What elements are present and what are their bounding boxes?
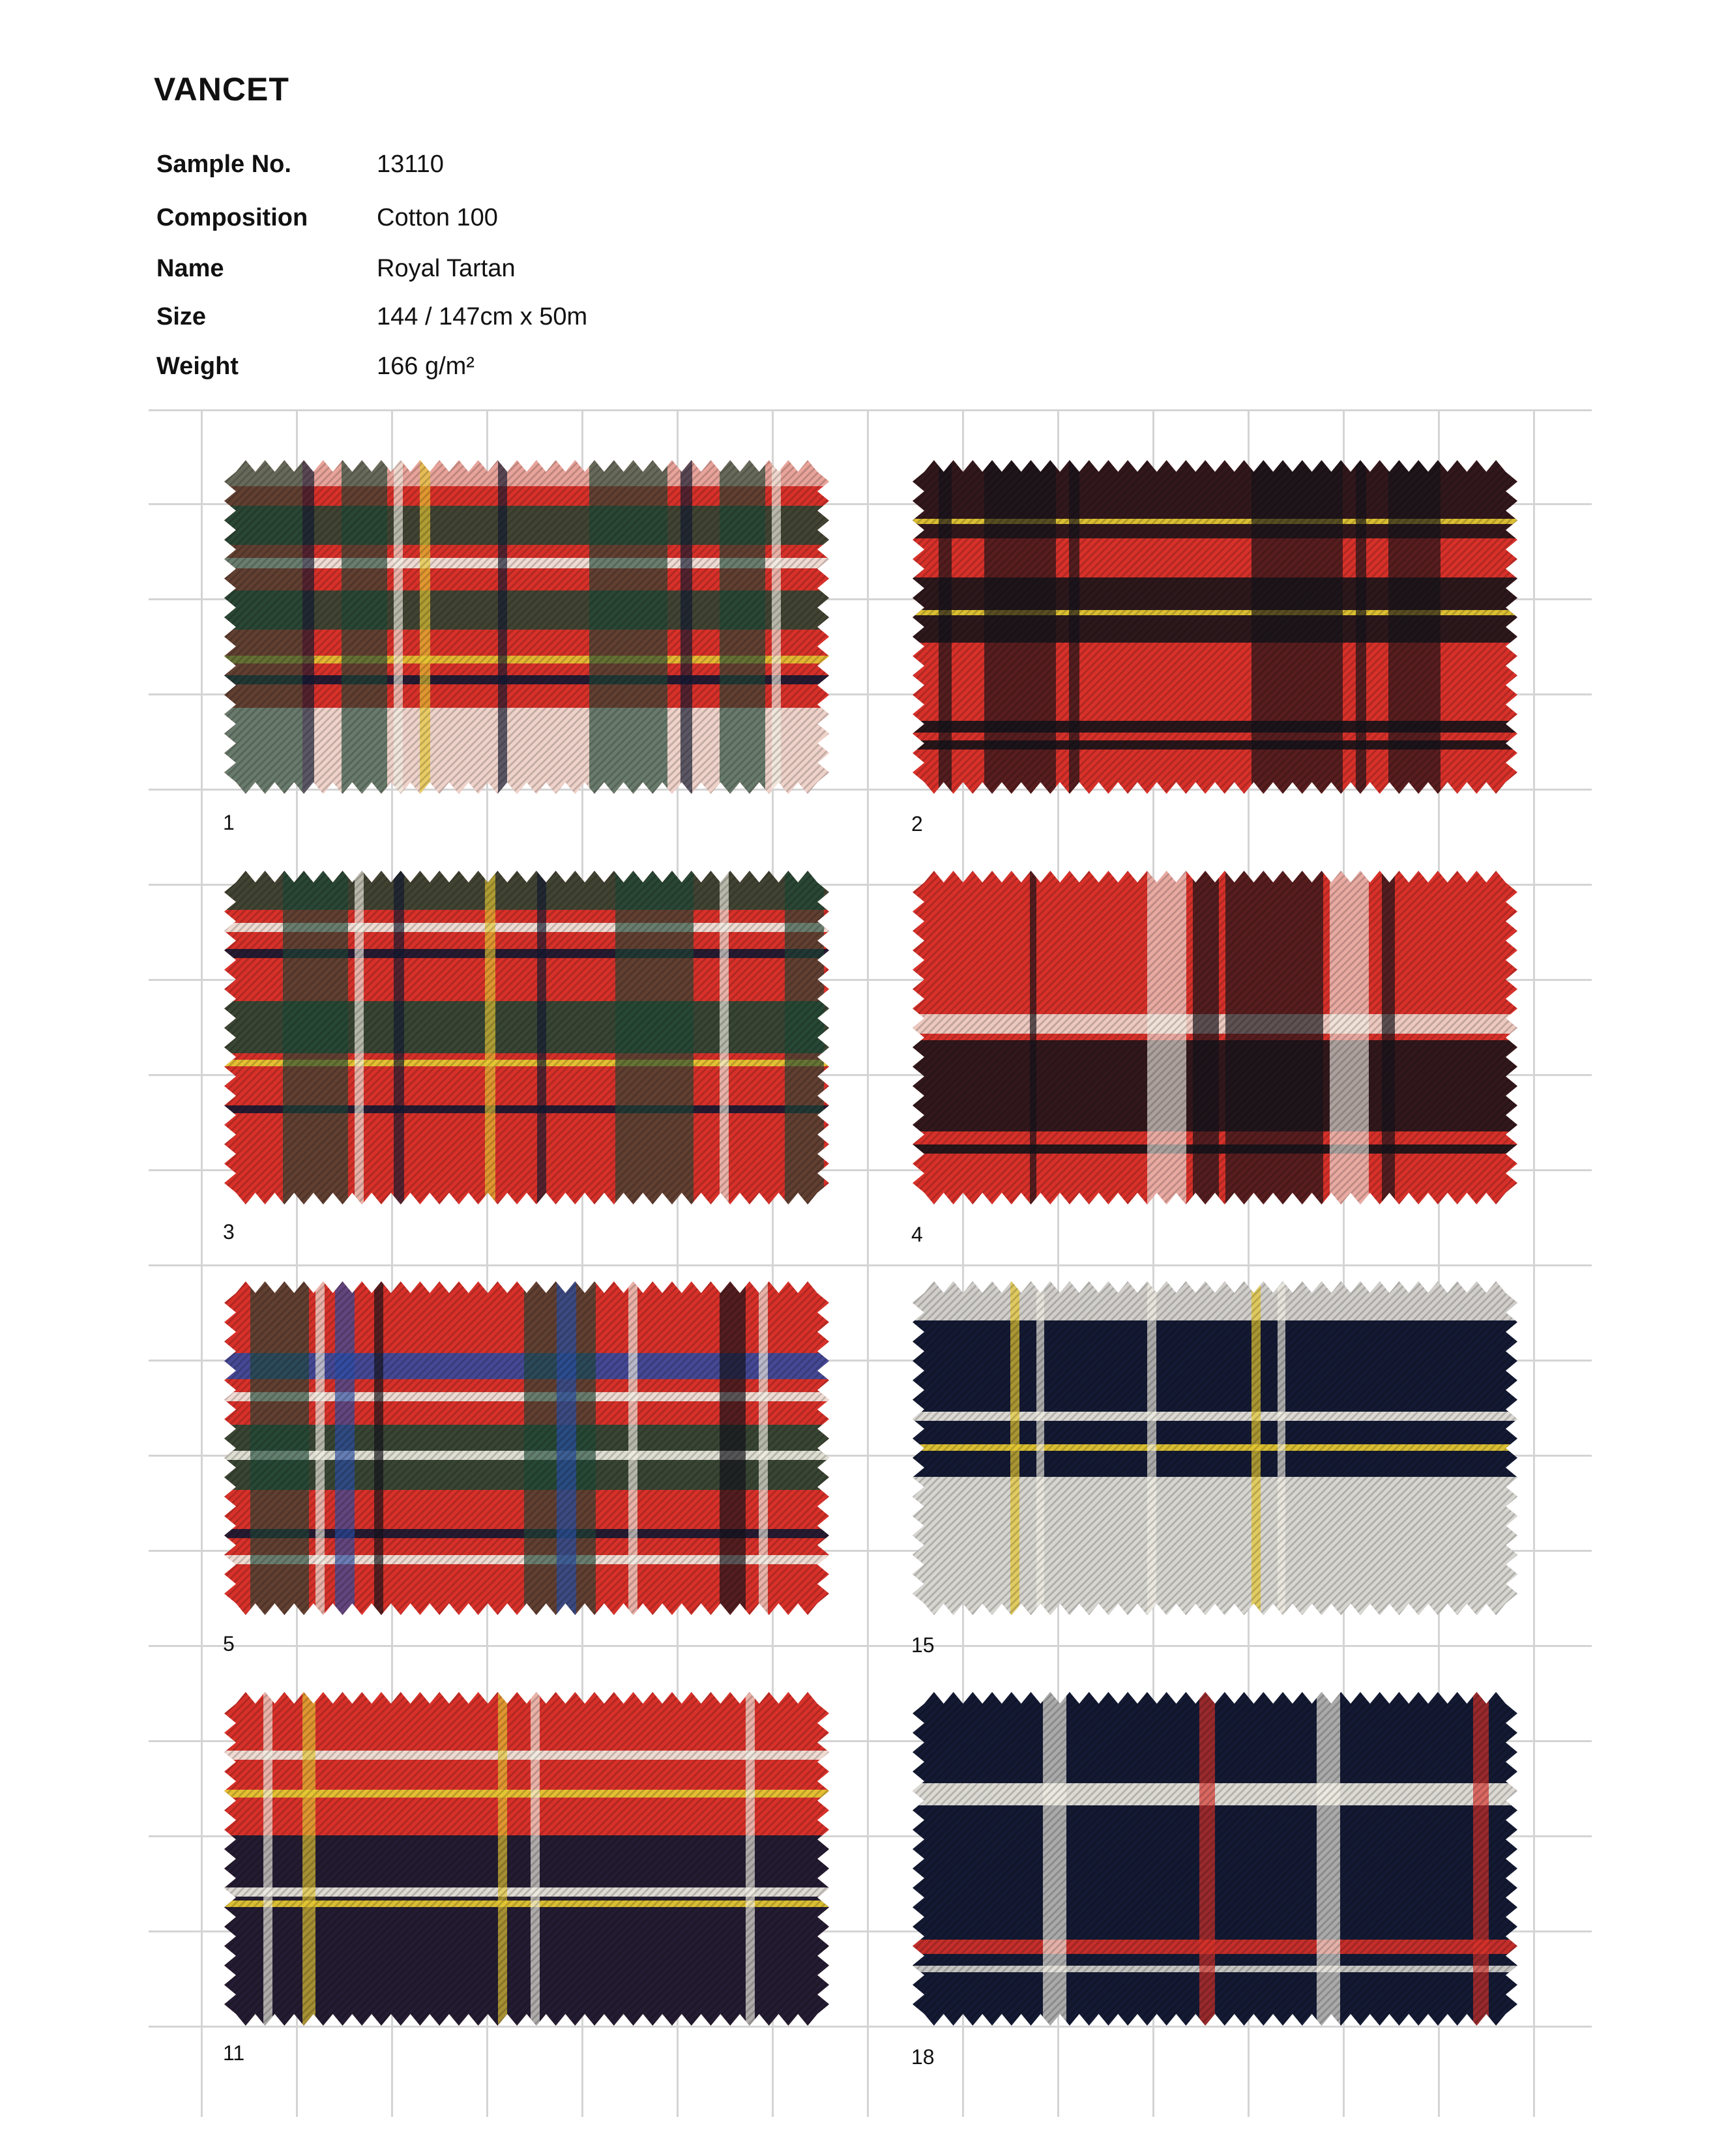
tartan-pattern	[224, 1281, 829, 1615]
tartan-pattern	[913, 460, 1517, 794]
spec-value: 13110	[377, 150, 444, 178]
spec-row-composition	[156, 198, 498, 237]
swatch-number: 15	[911, 1633, 935, 1657]
grid-line	[201, 409, 203, 2117]
fabric-swatch-2	[913, 460, 1517, 794]
spec-label: Composition	[156, 203, 308, 231]
swatch-number: 5	[223, 1632, 235, 1655]
swatch-number: 18	[911, 2045, 935, 2069]
spec-row-name	[156, 249, 516, 288]
fabric-swatch-4	[913, 871, 1517, 1204]
grid-line	[149, 1264, 1592, 1266]
spec-row-sample-no	[156, 145, 444, 184]
spec-label: Sample No.	[156, 150, 291, 178]
fabric-swatch-18	[913, 1692, 1517, 2026]
spec-value: 166 g/m²	[377, 352, 475, 380]
tartan-pattern	[224, 871, 829, 1204]
fabric-swatch-1	[224, 460, 829, 794]
spec-value: 144 / 147cm x 50m	[377, 302, 588, 330]
grid-line	[149, 409, 1592, 411]
brand-name: VANCET	[154, 71, 289, 108]
grid-line	[149, 2026, 1592, 2028]
tartan-pattern	[913, 871, 1517, 1204]
fabric-swatch-5	[224, 1281, 829, 1615]
swatch-number: 2	[911, 812, 923, 836]
fabric-swatch-15	[913, 1281, 1517, 1615]
grid-line	[867, 409, 869, 2117]
grid-line	[1533, 409, 1535, 2117]
tartan-pattern	[224, 460, 829, 794]
spec-label: Weight	[156, 352, 239, 380]
tartan-pattern	[913, 1692, 1517, 2026]
grid-line	[149, 1645, 1592, 1647]
spec-row-weight	[156, 347, 475, 386]
swatch-number: 11	[223, 2041, 245, 2065]
spec-value: Cotton 100	[377, 203, 498, 231]
swatch-number: 4	[911, 1223, 923, 1246]
spec-row-size	[156, 297, 587, 336]
spec-label: Size	[156, 302, 207, 330]
swatch-number: 3	[223, 1220, 235, 1244]
fabric-swatch-11	[224, 1692, 829, 2026]
swatch-number: 1	[223, 811, 235, 834]
tartan-pattern	[913, 1281, 1517, 1615]
fabric-swatch-3	[224, 871, 829, 1204]
spec-value: Royal Tartan	[377, 254, 516, 282]
tartan-pattern	[224, 1692, 829, 2026]
spec-label: Name	[156, 254, 224, 282]
